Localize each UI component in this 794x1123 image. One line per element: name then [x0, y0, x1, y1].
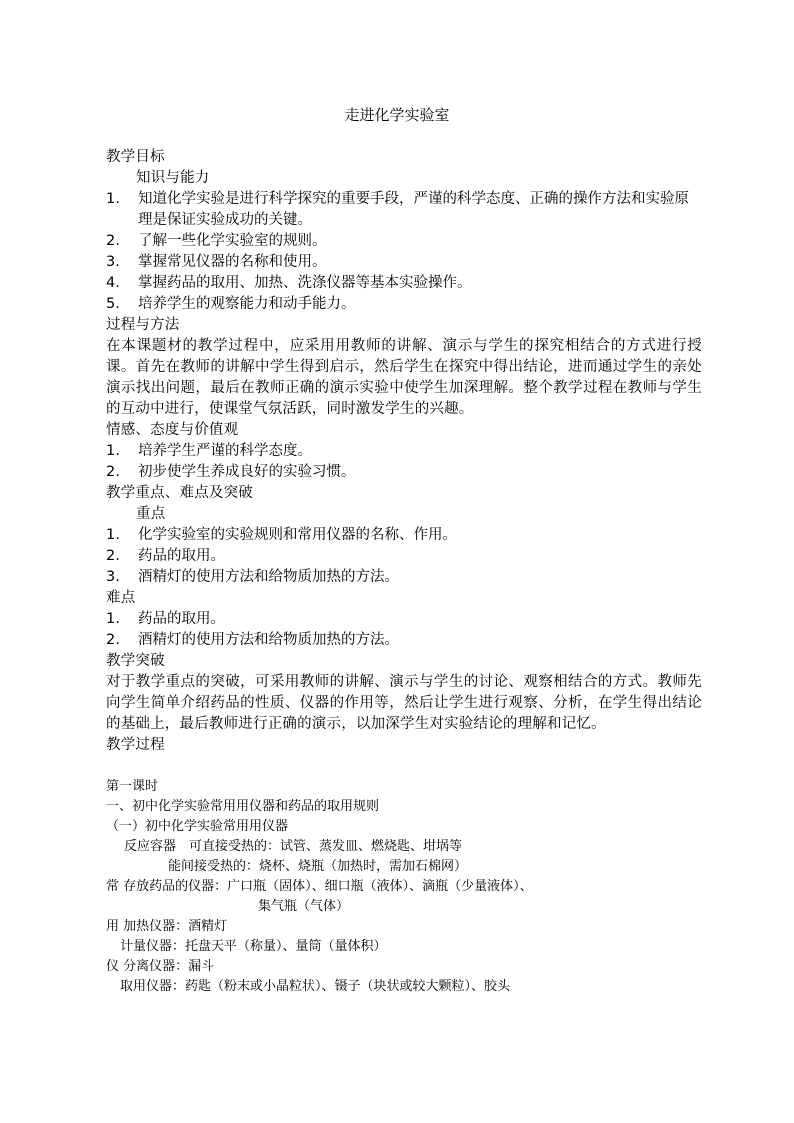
instrument-row: 常 存放药品的仪器：广口瓶（固体）、细口瓶（液体）、滴瓶（少量液体）、 [106, 879, 533, 894]
section-heading-objectives: 教学目标 [106, 149, 165, 165]
paragraph-breakthrough: 对于教学重点的突破，可采用教师的讲解、演示与学生的讨论、观察相结合的方式。教师先向学生简单介绍药品的性质、仪器的作用等，然后让学生进行观察、分析，在学生得出结论的基础上，最后教师进行正确的演示，以加深学生对实验结论的理解和记忆。 [106, 674, 702, 732]
subheading-process: 过程与方法 [106, 317, 180, 333]
list-item: 3. 酒精灯的使用方法和给物质加热的方法。 [106, 569, 399, 585]
list-item: 3. 掌握常见仪器的名称和使用。 [106, 254, 327, 270]
subheading-knowledge: 知识与能力 [136, 170, 210, 186]
subheading-attitude: 情感、态度与价值观 [106, 422, 239, 438]
instrument-row: 计量仪器：托盘天平（称量）、量筒（量体积） [120, 939, 387, 954]
section-heading-process: 教学过程 [106, 737, 165, 753]
document-body [106, 147, 702, 997]
part-subheading: （一）初中化学实验常用用仪器 [106, 819, 289, 834]
part-heading: 一、初中化学实验常用用仪器和药品的取用规则 [106, 799, 380, 814]
section-heading-keypoints: 教学重点、难点及突破 [106, 485, 253, 501]
list-item: 1. 药品的取用。 [106, 611, 225, 627]
subheading-difficulty: 难点 [106, 590, 136, 606]
subheading-focus: 重点 [136, 506, 166, 522]
lesson-block [106, 777, 702, 997]
instrument-row: 取用仪器：药匙（粉末或小晶粒状）、镊子（块状或较大颗粒）、胶头 [120, 979, 511, 994]
list-item: 1. 化学实验室的实验规则和常用仪器的名称、作用。 [106, 527, 457, 543]
list-item: 2. 药品的取用。 [106, 548, 225, 564]
list-item: 2. 酒精灯的使用方法和给物质加热的方法。 [106, 632, 399, 648]
instrument-row: 能间接受热的：烧杯、烧瓶（加热时，需加石棉网） [168, 859, 468, 874]
document-title: 走进化学实验室 [344, 106, 450, 124]
list-item: 2. 初步使学生养成良好的实验习惯。 [106, 464, 356, 480]
list-item: 5. 培养学生的观察能力和动手能力。 [106, 296, 356, 312]
list-item: 2. 了解一些化学实验室的规则。 [106, 233, 327, 249]
instrument-row: 用 加热仪器：酒精灯 [106, 919, 228, 934]
instrument-row: 反应容器 可直接受热的：试管、蒸发皿、燃烧匙、坩埚等 [124, 839, 463, 854]
lesson-title: 第一课时 [106, 779, 159, 794]
list-item: 1. 培养学生严谨的科学态度。 [106, 443, 312, 459]
list-item: 1. 知道化学实验是进行科学探究的重要手段，严谨的科学态度、正确的操作方法和实验原理是保证实验成功的关键。 [106, 191, 689, 228]
instrument-row: 集气瓶（气体） [258, 899, 350, 914]
list-item: 4. 掌握药品的取用、加热、洗涤仪器等基本实验操作。 [106, 275, 472, 291]
instrument-row: 仪 分离仪器：漏斗 [106, 959, 215, 974]
paragraph-process: 在本课题材的教学过程中，应采用用教师的讲解、演示与学生的探究相结合的方式进行授课。首先在教师的讲解中学生得到启示，然后学生在探究中得出结论，进而通过学生的亲处演示找出问题，最后在教师正确的演示实验中使学生加深理解。整个教学过程在教师与学生的互动中进行，使课堂气氛活跃，同时激发学生的兴趣。 [106, 338, 702, 417]
subheading-breakthrough: 教学突破 [106, 653, 165, 669]
